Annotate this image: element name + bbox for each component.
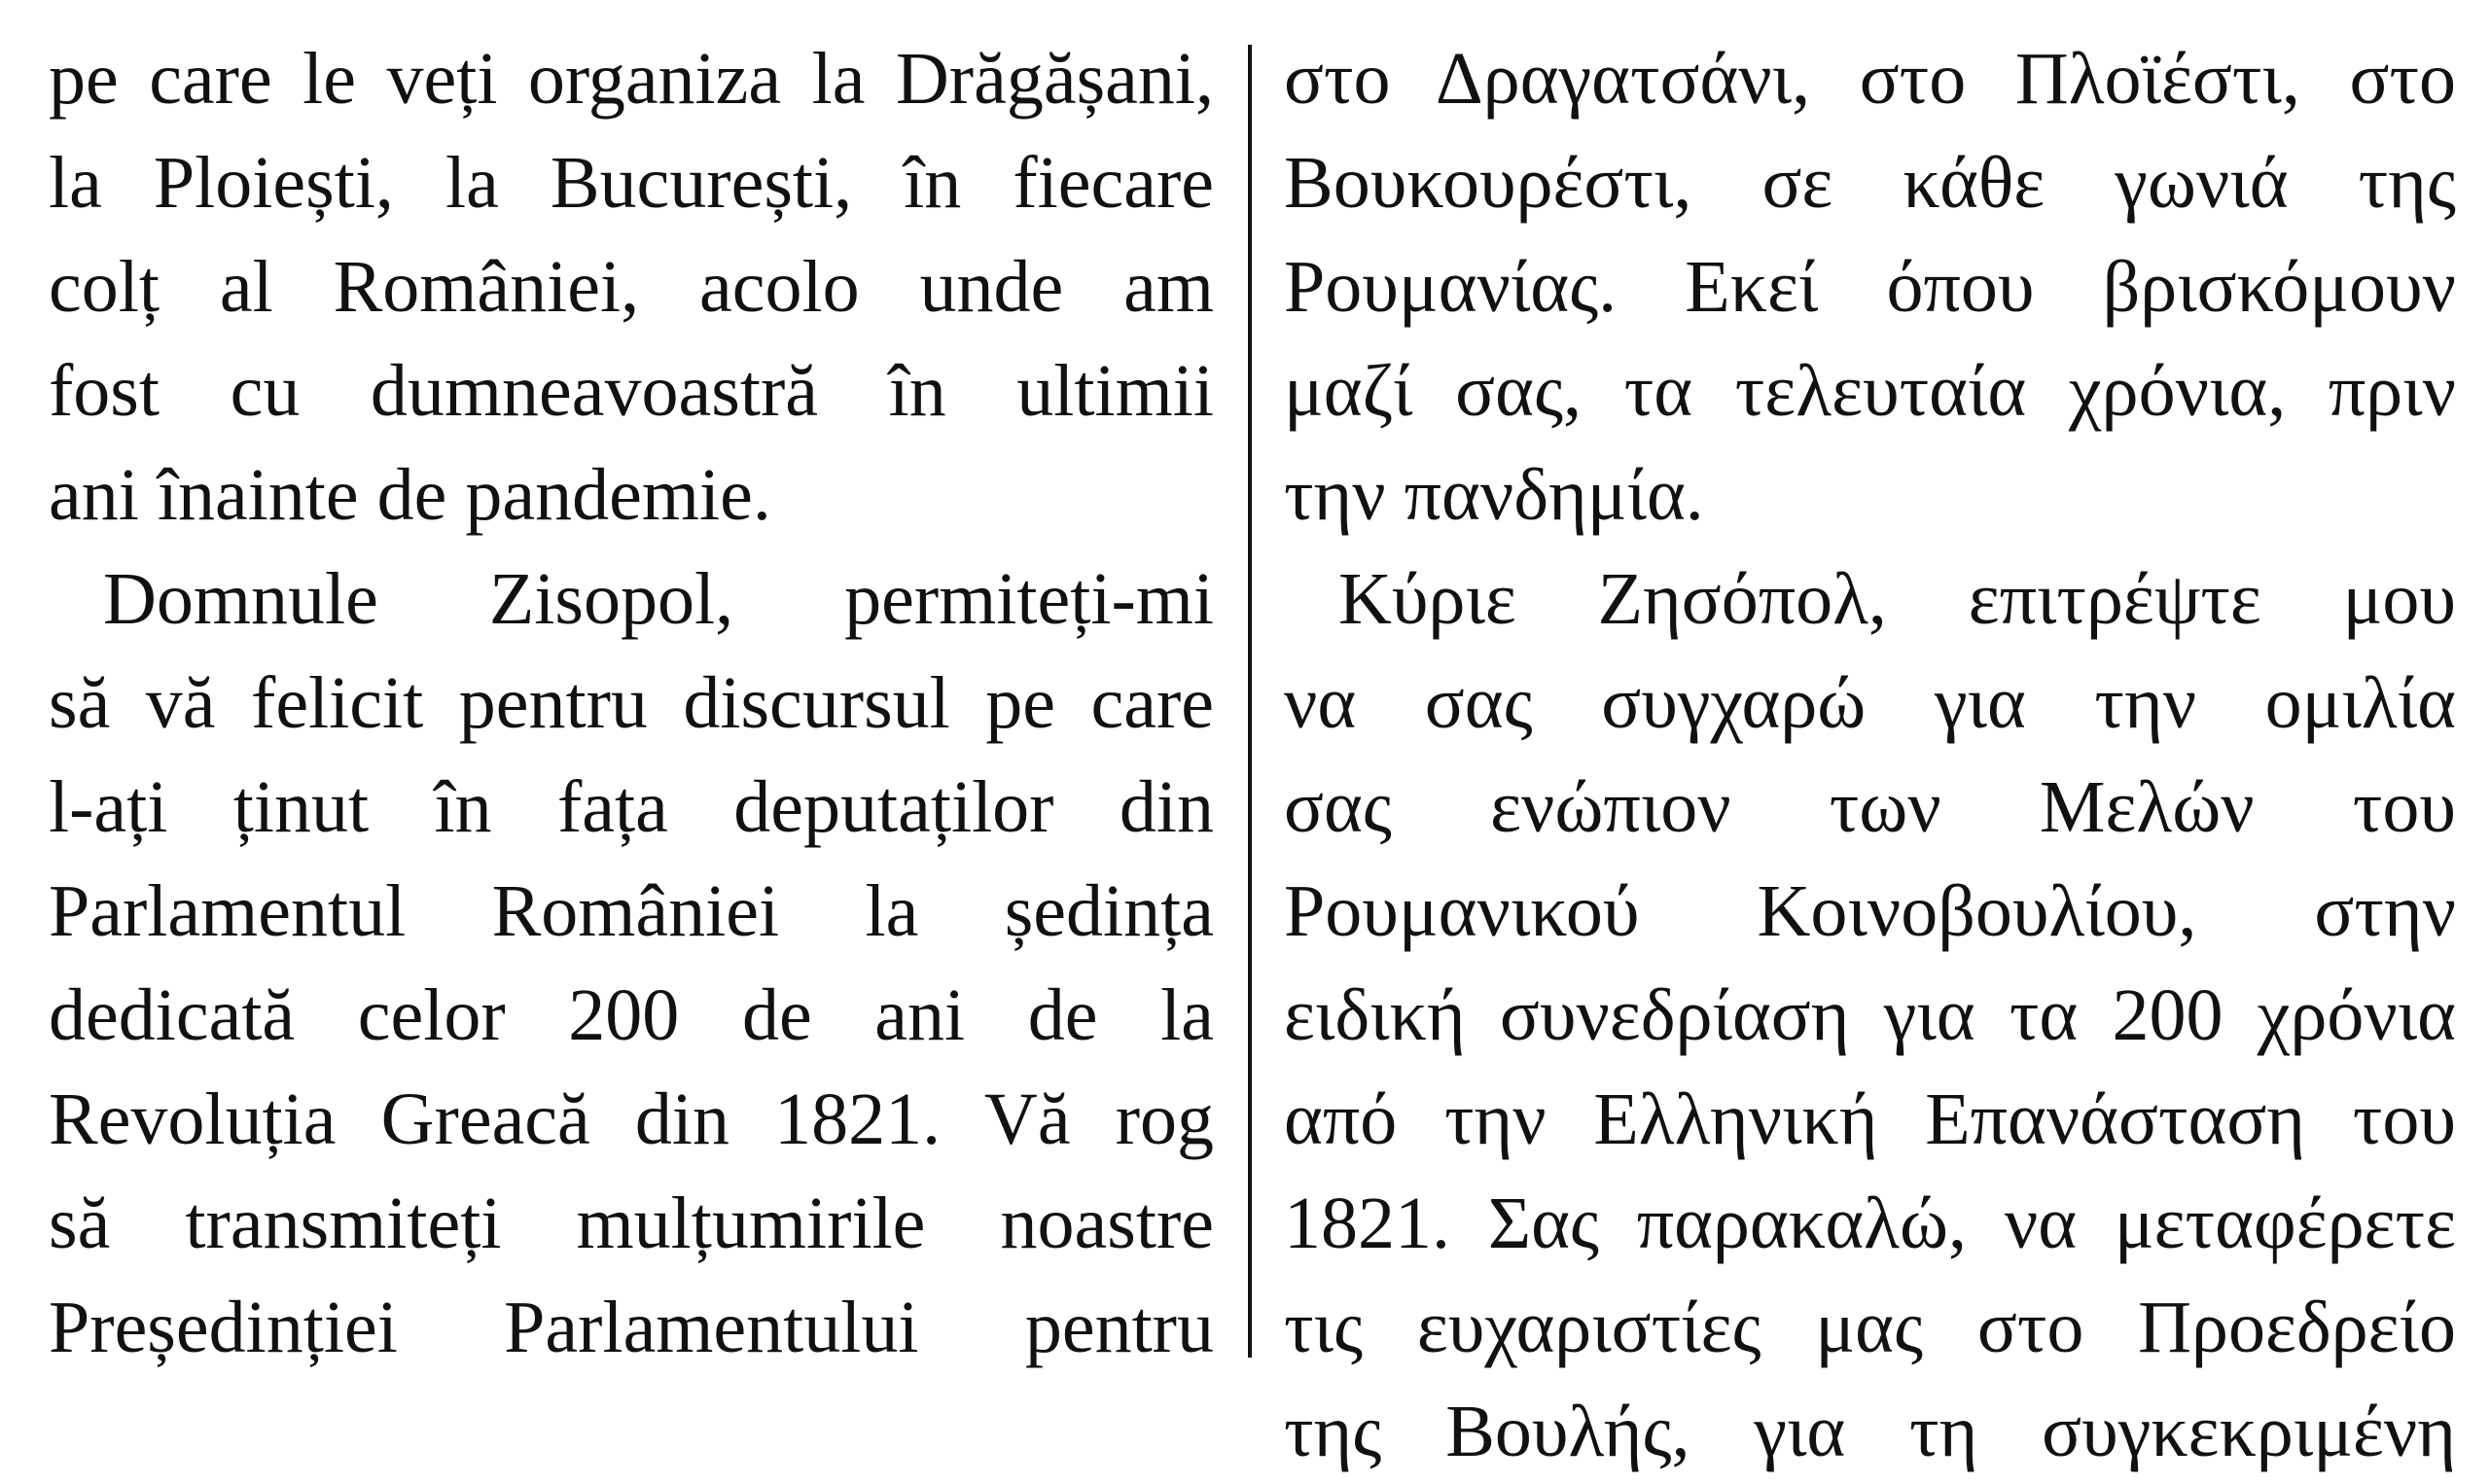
romanian-text-line: l-ați ținut în fața deputaților din: [49, 766, 1214, 848]
romanian-column: [49, 27, 1214, 1389]
greek-text-line: να σας συγχαρώ για την ομιλία: [1284, 662, 2456, 744]
romanian-text-line: dedicată celor 200 de ani de la: [49, 974, 1214, 1056]
romanian-text-line: să vă felicit pentru discursul pe care: [49, 662, 1214, 744]
romanian-text-line: Revoluția Greacă din 1821. Vă rog: [49, 1078, 1214, 1160]
romanian-text-line: fost cu dumneavoastră în ultimii: [49, 350, 1214, 432]
romanian-text-line: să transmiteți mulțumirile noastre: [49, 1183, 1214, 1264]
romanian-text-line: ani înainte de pandemie.: [49, 454, 771, 536]
greek-text-line: ειδική συνεδρίαση για τα 200 χρόνια: [1284, 974, 2456, 1056]
greek-text-line: Κύριε Ζησόπολ, επιτρέψτε μου: [1338, 558, 2456, 640]
column-divider: [1248, 45, 1252, 1358]
greek-text-line: Βουκουρέστι, σε κάθε γωνιά της: [1284, 142, 2456, 224]
greek-text-line: από την Ελληνική Επανάσταση του: [1284, 1078, 2456, 1160]
greek-text-line: 1821. Σας παρακαλώ, να μεταφέρετε: [1284, 1183, 2456, 1264]
romanian-text-line: colț al României, acolo unde am: [49, 246, 1214, 328]
greek-text-line: Ρουμανίας. Εκεί όπου βρισκόμουν: [1284, 246, 2456, 328]
romanian-text-line: la Ploiești, la București, în fiecare: [49, 142, 1214, 224]
greek-text-line: την πανδημία.: [1284, 454, 1704, 536]
greek-text-line: μαζί σας, τα τελευταία χρόνια, πριν: [1284, 350, 2456, 432]
greek-text-line: Ρουμανικού Κοινοβουλίου, στην: [1284, 870, 2456, 952]
romanian-text-line: Domnule Zisopol, permiteți-mi: [103, 558, 1214, 640]
romanian-text-line: pe care le veți organiza la Drăgășani,: [49, 38, 1214, 120]
romanian-text-line: Președinției Parlamentului pentru: [49, 1287, 1214, 1368]
romanian-text-line: Parlamentul României la ședința: [49, 870, 1214, 952]
greek-text-line: της Βουλής, για τη συγκεκριμένη: [1284, 1391, 2456, 1472]
greek-text-line: στο Δραγατσάνι, στο Πλοϊέστι, στο: [1284, 38, 2456, 120]
greek-column: [1284, 27, 2456, 1472]
greek-text-line: σας ενώπιον των Μελών του: [1284, 766, 2456, 848]
greek-text-line: τις ευχαριστίες μας στο Προεδρείο: [1284, 1287, 2456, 1368]
